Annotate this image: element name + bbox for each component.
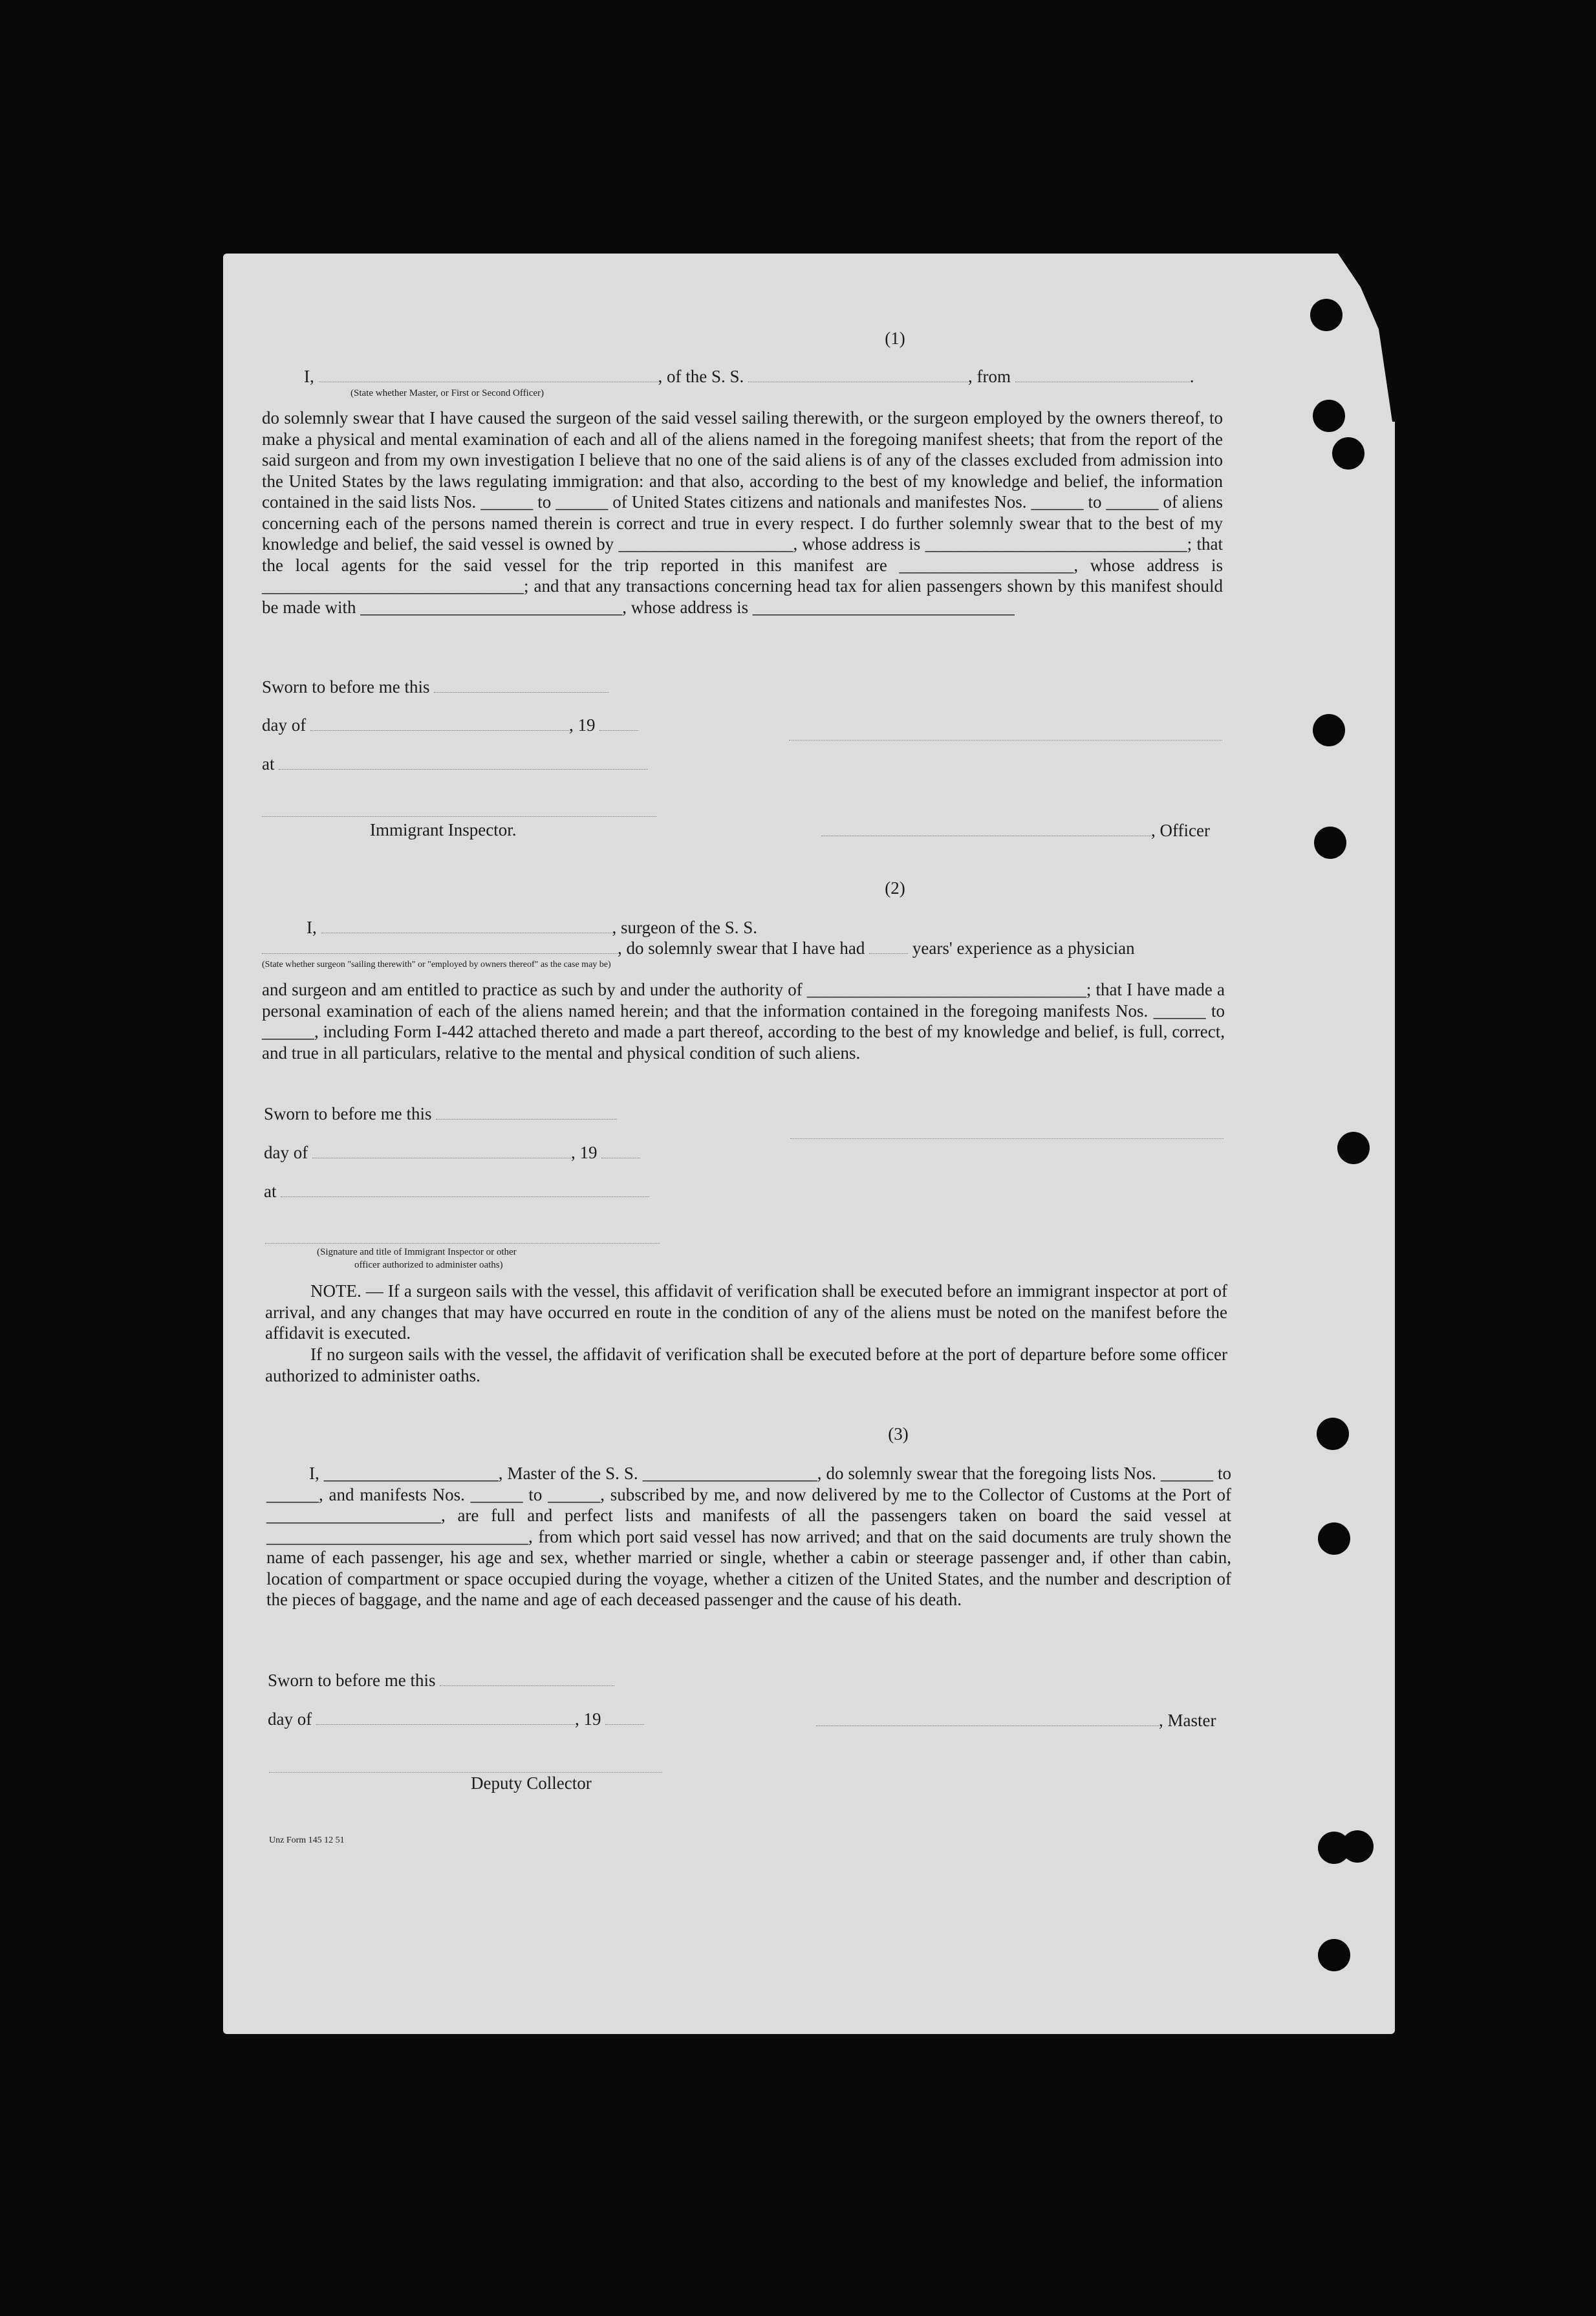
- s3-deputy-collector: Deputy Collector: [471, 1773, 592, 1793]
- s2-note-2: If no surgeon sails with the vessel, the affidavit of verification shall be executed before at the port of departure before some officer authorized to administer oaths.: [265, 1345, 1227, 1385]
- s3-day-of: day of: [268, 1709, 312, 1729]
- s1-officer: , Officer: [1151, 821, 1210, 840]
- s3-master: , Master: [1159, 1711, 1216, 1730]
- s2-surgeon-signature-line[interactable]: [790, 1137, 1224, 1139]
- s2-opening-line: [307, 917, 757, 938]
- s1-officer-line: [821, 820, 1210, 841]
- s2-day-line: [264, 1142, 640, 1163]
- s2-oath-body: and surgeon and am entitled to practice as such by and under the authority of ________________________________; that I have made a personal examination of each of the aliens named herein; and that the information contained in the foregoing manifests Nos. ______ to ______, including Form I-442 attached thereto and made a part thereof, according to the best of my knowledge and belief, is full, correct, and true in all particulars, relative to the mental and physical condition of such aliens.: [262, 980, 1225, 1063]
- s1-officer-note: (State whether Master, or First or Second Officer): [350, 388, 545, 398]
- s2-sworn: Sworn to before me this: [264, 1104, 432, 1123]
- s1-inspector-signature-line[interactable]: [262, 815, 656, 817]
- s3-day-blank[interactable]: [316, 1709, 575, 1725]
- s3-oath-body: I, ____________________, Master of the S. S. ____________________, do solemnly swear that the foregoing lists Nos. ______ to ______, and manifests Nos. ______ to ______, subscribed by me, and now delivered by me to the Collector of Customs at the Port of ____________________, are full and perfect lists and manifests of all the passengers taken on board the said vessel at ______________________________, from which port said vessel has now arrived; and that on the said documents are truly shown the name of each passenger, his age and sex, whether married or single, whether a cabin or steerage passenger and, if other than cabin, location of compartment or space occupied during the voyage, whether a citizen of the United States, and the number and description of the pieces of baggage, and the name and age of each deceased passenger and the cause of his death.: [266, 1464, 1231, 1609]
- s3-year: , 19: [574, 1709, 601, 1729]
- s2-vessel-blank[interactable]: [262, 938, 618, 954]
- binder-hole: [1314, 827, 1346, 859]
- s2-day-blank[interactable]: [312, 1142, 571, 1158]
- s1-day-of: day of: [262, 715, 307, 735]
- s2-note-1: NOTE. — If a surgeon sails with the vessel, this affidavit of verification shall be executed before an immigrant inspector at port of arrival, and any changes that may have occurred en route in the condition of any of the aliens must be noted on the manifest before the affidavit is executed.: [265, 1281, 1227, 1343]
- s2-year-blank[interactable]: [601, 1142, 640, 1158]
- s3-master-line: [816, 1710, 1216, 1731]
- s1-immigrant-inspector: Immigrant Inspector.: [370, 820, 517, 839]
- s1-sworn: Sworn to before me this: [262, 677, 430, 697]
- s3-master-blank[interactable]: [816, 1710, 1159, 1726]
- s1-at-blank[interactable]: [279, 753, 647, 770]
- s3-year-blank[interactable]: [605, 1709, 644, 1725]
- s2-name-blank[interactable]: [321, 917, 612, 933]
- s2-at-line: [264, 1181, 649, 1202]
- s1-vessel-blank[interactable]: [748, 366, 968, 382]
- s1-year-blank[interactable]: [599, 715, 638, 731]
- s1-sworn-line: [262, 676, 609, 697]
- binder-hole: [1310, 299, 1343, 331]
- s1-officer-sign-blank[interactable]: [821, 820, 1151, 836]
- s1-period: .: [1189, 367, 1194, 386]
- s2-sworn-blank[interactable]: [436, 1103, 617, 1120]
- s1-at: at: [262, 754, 275, 774]
- binder-hole: [1313, 714, 1345, 746]
- s1-at-line: [262, 753, 647, 774]
- binder-hole: [1332, 437, 1364, 470]
- s2-do-swear: , do solemnly swear that I have had: [618, 938, 865, 958]
- s1-of-the-ss: , of the S. S.: [658, 367, 744, 386]
- s2-sig-note-2: officer authorized to administer oaths): [354, 1260, 503, 1270]
- s2-years-blank[interactable]: [869, 938, 908, 954]
- section-3-number: (3): [888, 1424, 909, 1444]
- binder-hole: [1341, 1830, 1374, 1863]
- s1-day-blank[interactable]: [310, 715, 569, 731]
- s2-i: I,: [307, 918, 317, 937]
- s1-sworn-blank[interactable]: [434, 676, 609, 693]
- s1-from: , from: [968, 367, 1011, 386]
- binder-hole: [1337, 1132, 1370, 1164]
- s1-oath-body: do solemnly swear that I have caused the surgeon of the said vessel sailing therewith, or the surgeon employed by the owners thereof, to make a physical and mental examination of each and all of the aliens named in the foregoing manifest sheets; that from the report of the said surgeon and from my own investigation I believe that no one of the said aliens is of any of the classes excluded from admission into the United States by the laws regulating immigration: and that also, according to the best of my knowledge and belief, the information contained in the said lists Nos. ______ to ______ of United States citizens and nationals and manifestes Nos. ______ to ______ of aliens concerning each of the persons named therein is correct and true in every respect. I do further solemnly swear that to the best of my knowledge and belief, the said vessel is owned by ____________________, whose address is ______________________________; that the local agents for the said vessel for the trip reported in this manifest are ____________________, whose address is ______________________________; and that any transactions concerning head tax for alien passengers shown by this manifest should be made with ______________________________, whose address is ______________________________: [262, 408, 1223, 617]
- s2-surgeon-of: , surgeon of the S. S.: [612, 918, 758, 937]
- s3-sworn-line: [268, 1670, 614, 1691]
- s1-i: I,: [304, 367, 314, 386]
- s2-at-blank[interactable]: [281, 1181, 649, 1197]
- binder-hole: [1318, 1522, 1350, 1555]
- s2-sworn-line: [264, 1103, 617, 1124]
- s1-from-blank[interactable]: [1015, 366, 1190, 382]
- s1-officer-signature-line[interactable]: [789, 739, 1222, 741]
- s3-deputy-signature-line[interactable]: [269, 1771, 662, 1773]
- s3-sworn-blank[interactable]: [440, 1670, 614, 1686]
- s2-years-exp: years' experience as a physician: [912, 938, 1135, 958]
- s2-at: at: [264, 1182, 277, 1201]
- s1-day-line: [262, 715, 638, 735]
- s2-inspector-signature-line[interactable]: [265, 1242, 660, 1244]
- form-number: Unz Form 145 12 51: [269, 1835, 345, 1845]
- binder-hole: [1313, 400, 1345, 432]
- s2-surgeon-note: (State whether surgeon "sailing therewith" or "employed by owners thereof" as the case may be): [262, 960, 611, 969]
- s2-sig-note-1: (Signature and title of Immigrant Inspector or other: [317, 1247, 517, 1257]
- s1-year: , 19: [568, 715, 596, 735]
- section-2-number: (2): [885, 878, 905, 898]
- s3-sworn: Sworn to before me this: [268, 1671, 436, 1690]
- s2-swear-line: [262, 938, 1135, 958]
- binder-hole: [1318, 1939, 1350, 1971]
- s1-opening-line: [304, 366, 1194, 387]
- section-1-number: (1): [885, 329, 905, 348]
- s2-day-of: day of: [264, 1143, 308, 1162]
- s2-year: , 19: [570, 1143, 598, 1162]
- s3-day-line: [268, 1709, 644, 1729]
- s1-officer-blank[interactable]: [319, 366, 658, 382]
